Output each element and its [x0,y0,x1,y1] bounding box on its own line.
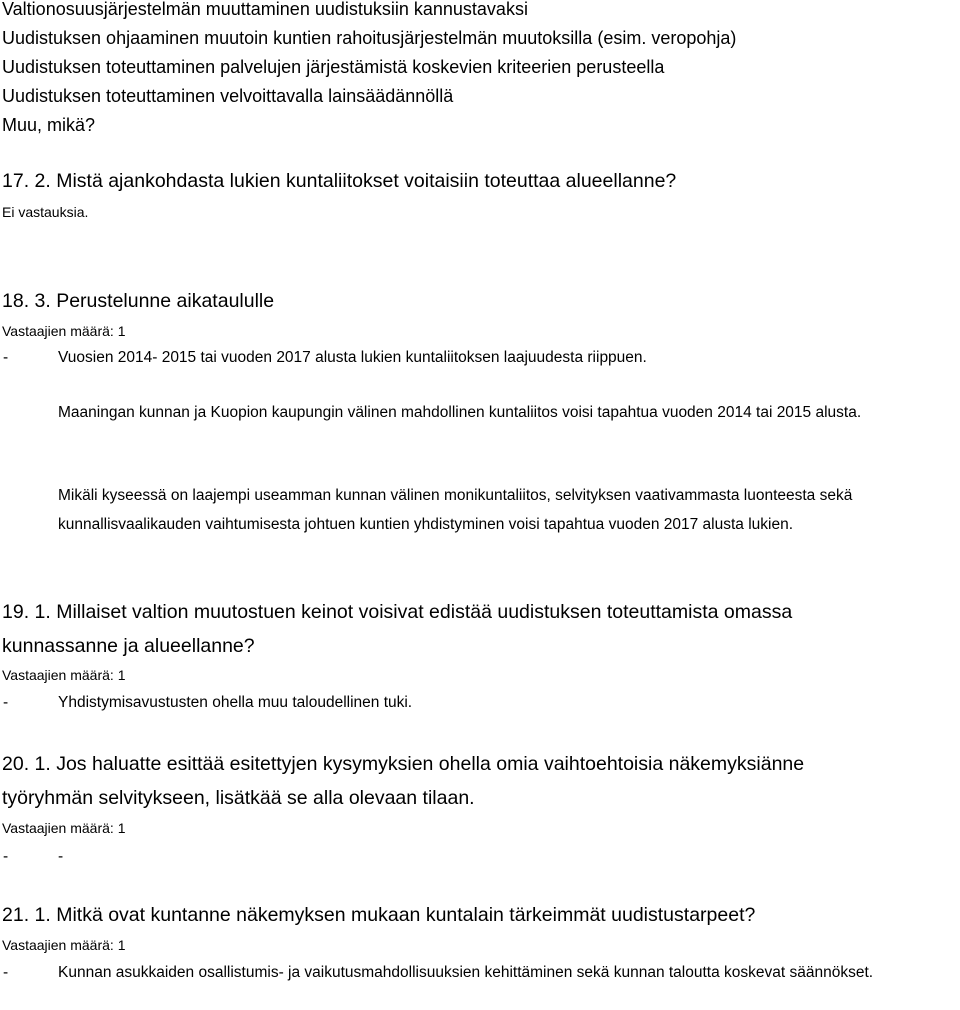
question-19-title: 19. 1. Millaiset valtion muutostuen keinot voisivat edistää uudistuksen toteuttamista omassa [2,601,793,623]
option-item: Valtionosuusjärjestelmän muuttaminen uudistuksiin kannustavaksi [2,0,528,19]
answer-text: Maaningan kunnan ja Kuopion kaupungin välinen mahdollinen kuntaliitos voisi tapahtua vuoden 2014 tai 2015 alusta. [58,404,862,421]
answer-dash: - [3,848,9,865]
answer-dash: - [3,964,9,981]
no-answers-text: Ei vastauksia. [2,204,89,220]
answer-dash: - [3,349,9,366]
question-18-title: 18. 3. Perustelunne aikataululle [2,290,275,312]
question-19-title-cont: kunnassanne ja alueellanne? [2,635,255,657]
respondent-count: Vastaajien määrä: 1 [2,323,126,339]
answer-text: Kunnan asukkaiden osallistumis- ja vaikutusmahdollisuuksien kehittäminen sekä kunnan taloutta koskevat säännökset. [58,964,874,981]
question-17-title: 17. 2. Mistä ajankohdasta lukien kuntaliitokset voitaisiin toteuttaa alueellanne? [2,170,677,192]
question-20-title: 20. 1. Jos haluatte esittää esitettyjen kysymyksien ohella omia vaihtoehtoisia näkemyksiänne [2,753,805,775]
option-item: Uudistuksen toteuttaminen palvelujen järjestämistä koskevien kriteerien perusteella [2,57,665,77]
question-21-title: 21. 1. Mitkä ovat kuntanne näkemyksen mukaan kuntalain tärkeimmät uudistustarpeet? [2,904,756,926]
question-20-title-cont: työryhmän selvitykseen, lisätkää se alla olevaan tilaan. [2,787,475,809]
respondent-count: Vastaajien määrä: 1 [2,667,126,683]
answer-text: Vuosien 2014- 2015 tai vuoden 2017 alusta lukien kuntaliitoksen laajuudesta riippuen. [58,349,647,366]
option-item: Uudistuksen ohjaaminen muutoin kuntien rahoitusjärjestelmän muutoksilla (esim. veropohja) [2,28,737,48]
option-item: Muu, mikä? [2,115,96,135]
answer-text: - [58,848,64,865]
answer-dash: - [3,694,9,711]
respondent-count: Vastaajien määrä: 1 [2,820,126,836]
answer-text: Yhdistymisavustusten ohella muu taloudellinen tuki. [58,694,413,711]
option-item: Uudistuksen toteuttaminen velvoittavalla lainsäädännöllä [2,86,454,106]
respondent-count: Vastaajien määrä: 1 [2,937,126,953]
answer-text: Mikäli kyseessä on laajempi useamman kunnan välinen monikuntaliitos, selvityksen vaativammasta luonteesta sekä kunnallisvaalikauden vaihtumisesta johtuen kuntien yhdistyminen voisi tapahtua vuoden 2017 alusta lukien. [58,487,853,533]
